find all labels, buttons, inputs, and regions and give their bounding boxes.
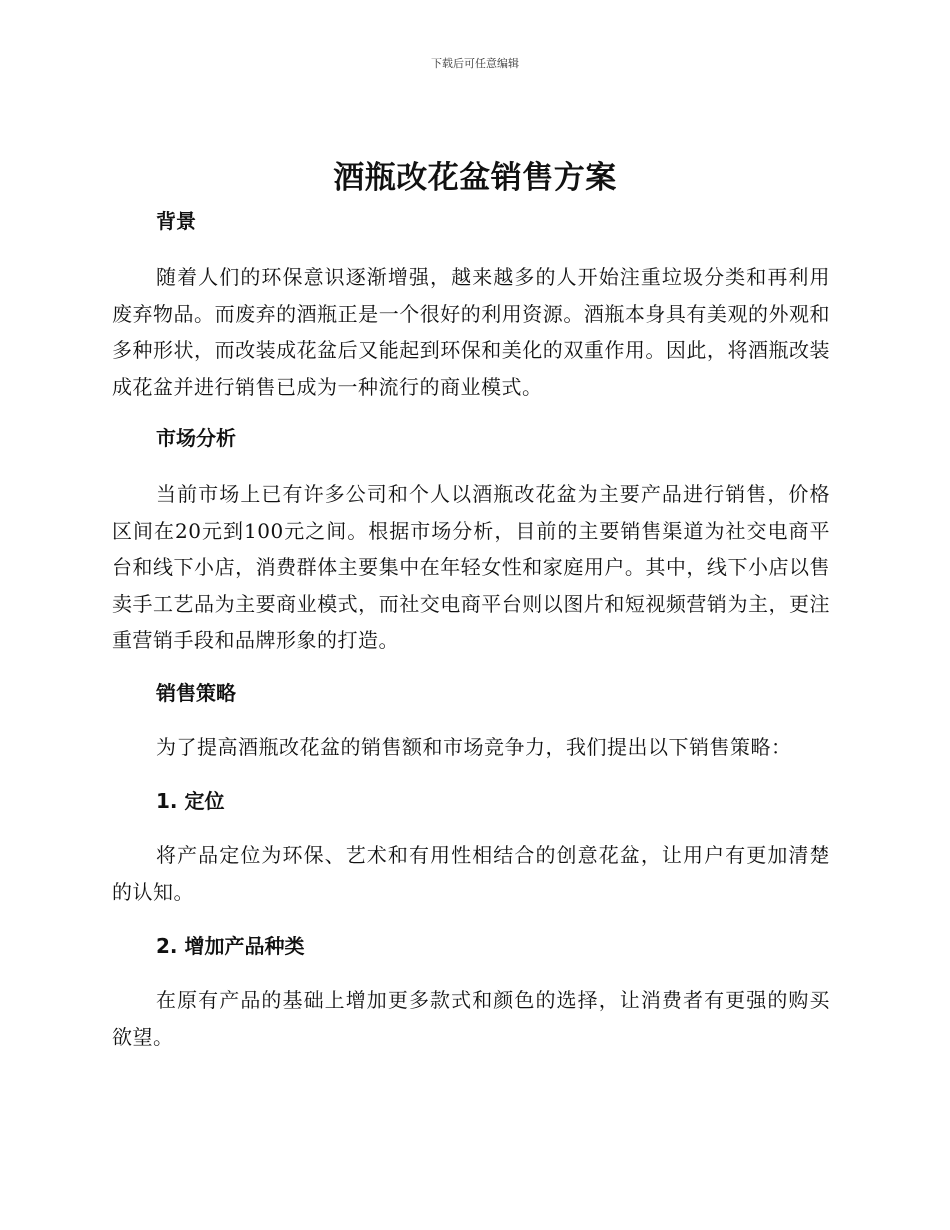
paragraph-positioning: 将产品定位为环保、艺术和有用性相结合的创意花盆，让用户有更加清楚的认知。 [112,843,830,904]
subheading-positioning: 1. 定位 [156,789,225,813]
header-note: 下载后可任意编辑 [431,57,519,70]
document-body [112,200,830,1055]
paragraph-market-analysis: 当前市场上已有许多公司和个人以酒瓶改花盆为主要产品进行销售，价格区间在20元到100元之间。根据市场分析，目前的主要销售渠道为社交电商平台和线下小店，消费群体主要集中在年轻女性和家庭用户。其中，线下小店以售卖手工艺品为主要商业模式，而社交电商平台则以图片和短视频营销为主，更注重营销手段和品牌形象的打造。 [112,482,830,652]
section-heading-market-analysis: 市场分析 [156,426,236,450]
paragraph-background: 随着人们的环保意识逐渐增强，越来越多的人开始注重垃圾分类和再利用废弃物品。而废弃的酒瓶正是一个很好的利用资源。酒瓶本身具有美观的外观和多种形状，而改装成花盆后又能起到环保和美化的双重作用。因此，将酒瓶改装成花盆并进行销售已成为一种流行的商业模式。 [112,265,830,399]
subheading-product-variety: 2. 增加产品种类 [156,934,305,958]
document-title: 酒瓶改花盆销售方案 [333,160,617,196]
section-heading-background: 背景 [156,209,196,233]
section-heading-sales-strategy: 销售策略 [156,680,236,705]
paragraph-product-variety: 在原有产品的基础上增加更多款式和颜色的选择，让消费者有更强的购买欲望。 [112,988,830,1049]
paragraph-sales-strategy: 为了提高酒瓶改花盆的销售额和市场竞争力，我们提出以下销售策略： [156,734,792,759]
